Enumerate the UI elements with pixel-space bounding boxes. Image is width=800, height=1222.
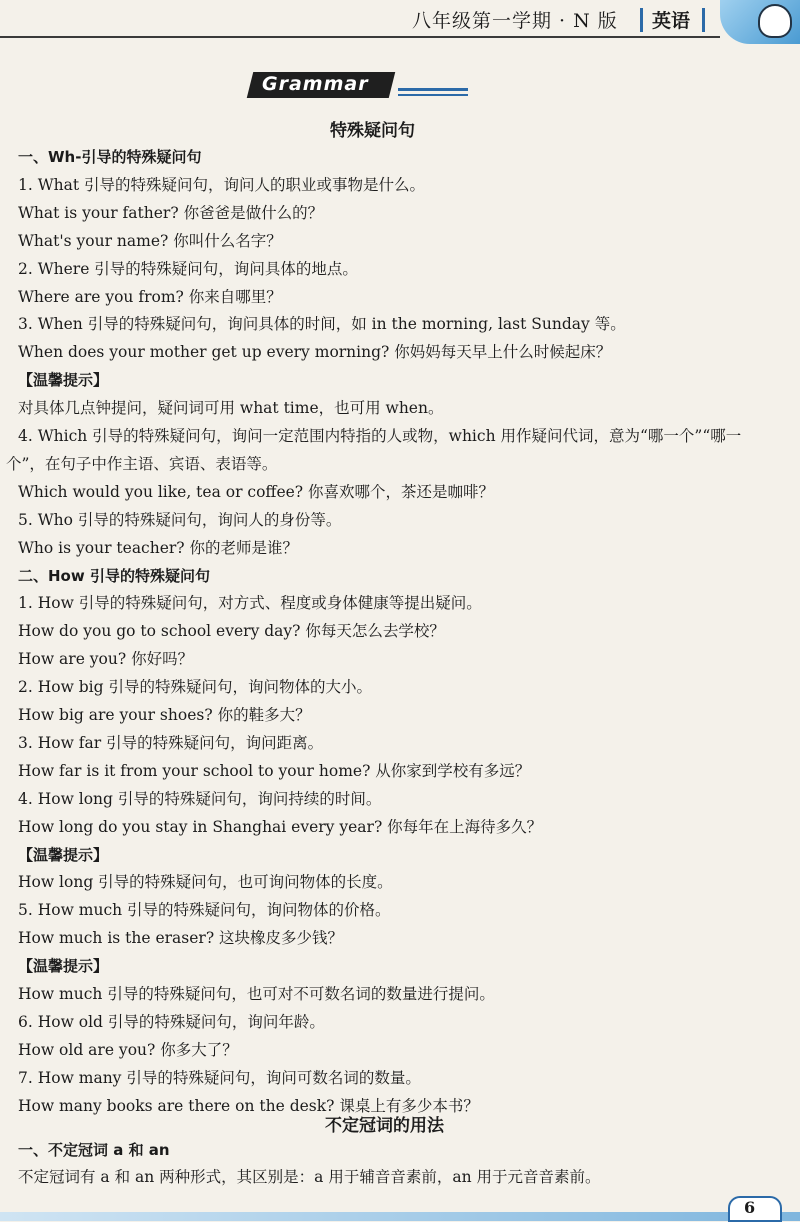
text-line: 不定冠词有 a 和 an 两种形式，其区别是：a 用于辅音音素前，an 用于元音音素前。 [18,1168,601,1186]
hand-icon [758,4,792,38]
grammar-banner-label: Grammar [262,73,369,95]
text-line: Who is your teacher? 你的老师是谁？ [18,538,299,557]
text-line: 4. Which 引导的特殊疑问句，询问一定范围内特指的人或物，which 用作疑问代词，意为“哪一个”“哪一 [18,427,742,445]
text-line: 4. How long 引导的特殊疑问句，询问持续的时间。 [18,789,382,808]
banner-stripe [398,88,468,91]
subsection-heading: 一、Wh-引导的特殊疑问句 [18,148,202,166]
text-line: What is your father? 你爸爸是做什么的？ [18,203,324,222]
bottom-band [0,1212,800,1221]
text-line: 3. How far 引导的特殊疑问句，询问距离。 [18,733,324,752]
header-rule [0,36,720,38]
corner-badge [720,0,800,44]
subsection-heading: 二、How 引导的特殊疑问句 [18,566,210,585]
text-line: 对具体几点钟提问，疑问词可用 what time，也可用 when。 [18,399,444,418]
text-line: 个”，在句子中作主语、宾语、表语等。 [6,454,278,473]
text-line: How much is the eraser? 这块橡皮多少钱？ [18,929,344,948]
text-line: 5. How much 引导的特殊疑问句，询问物体的价格。 [18,901,391,920]
page-number: 6 [744,1198,756,1217]
text-line: How do you go to school every day? 你每天怎么去学校？ [18,622,445,641]
text-line: How many books are there on the desk? 课桌上有多少本书？ [18,1096,479,1115]
text-line: How big are your shoes? 你的鞋多大？ [18,706,311,724]
text-line: When does your mother get up every morning? 你妈妈每天早上什么时候起床？ [18,343,612,362]
text-line: 3. When 引导的特殊疑问句，询问具体的时间，如 in the morning, last Sunday 等。 [18,315,626,334]
banner-stripe [398,94,468,96]
text-line: 7. How many 引导的特殊疑问句，询问可数名词的数量。 [18,1068,421,1087]
text-line: How much 引导的特殊疑问句，也可对不可数名词的数量进行提问。 [18,985,495,1003]
section-title: 特殊疑问句 [330,121,415,141]
text-line: 6. How old 引导的特殊疑问句，询问年龄。 [18,1012,325,1031]
header-divider [702,8,705,32]
tip-heading: 【温馨提示】 [18,957,109,976]
header-divider [640,8,643,32]
header-subject: 英语 [652,10,691,32]
subsection-heading: 一、不定冠词 a 和 an [18,1141,170,1159]
tip-heading: 【温馨提示】 [18,845,109,864]
text-line: How long do you stay in Shanghai every year? 你每年在上海待多久？ [18,817,543,836]
text-line: 1. What 引导的特殊疑问句，询问人的职业或事物是什么。 [18,175,426,194]
section-title: 不定冠词的用法 [325,1116,444,1136]
text-line: How far is it from your school to your home? 从你家到学校有多远？ [18,761,531,780]
text-line: 2. How big 引导的特殊疑问句，询问物体的大小。 [18,678,372,697]
text-line: 5. Who 引导的特殊疑问句，询问人的身份等。 [18,510,342,529]
text-line: How long 引导的特殊疑问句，也可询问物体的长度。 [18,873,393,892]
text-line: 2. Where 引导的特殊疑问句，询问具体的地点。 [18,259,358,278]
header-title: 八年级第一学期 · N 版 [412,10,618,32]
text-line: 1. How 引导的特殊疑问句，对方式、程度或身体健康等提出疑问。 [18,594,482,613]
tip-heading: 【温馨提示】 [18,371,109,390]
text-line: How are you? 你好吗？ [18,650,194,669]
text-line: What's your name? 你叫什么名字？ [18,231,282,250]
text-line: Where are you from? 你来自哪里？ [18,287,282,306]
text-line: How old are you? 你多大了？ [18,1040,238,1059]
text-line: Which would you like, tea or coffee? 你喜欢哪个，茶还是咖啡？ [18,482,495,501]
